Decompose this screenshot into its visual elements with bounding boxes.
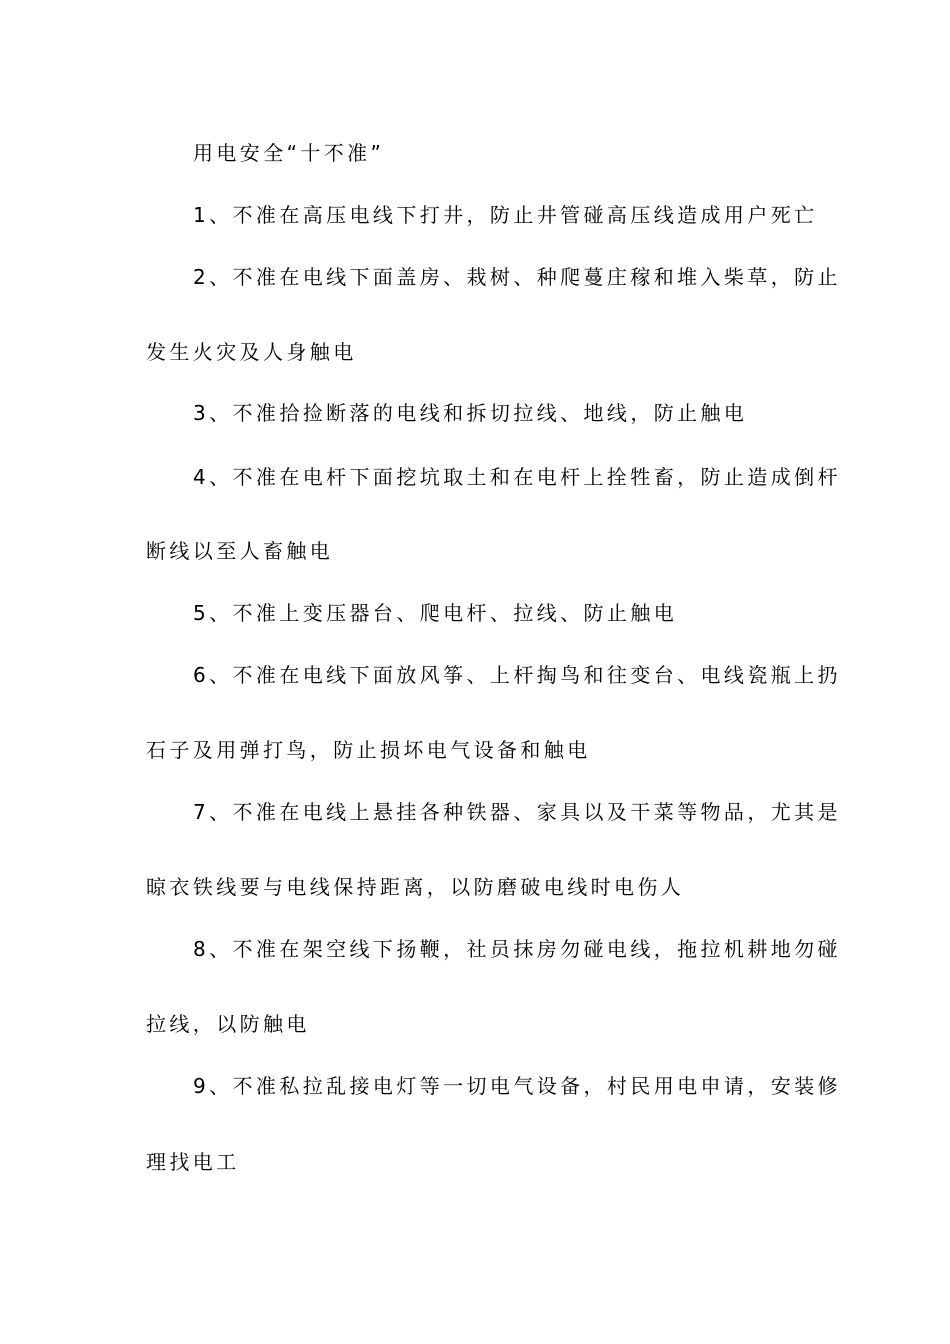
rule-9-line-2: 理找电工 <box>146 1150 240 1174</box>
document-title: 用电安全“十不准” <box>193 141 385 165</box>
rule-9-line-1: 9、不准私拉乱接电灯等一切电气设备，村民用电申请，安装修 <box>193 1074 841 1098</box>
rule-7-line-1: 7、不准在电线上悬挂各种铁器、家具以及干菜等物品，尤其是 <box>193 800 841 824</box>
rule-2-line-1: 2、不准在电线下面盖房、栽树、种爬蔓庄稼和堆入柴草，防止 <box>193 265 841 289</box>
rule-5-line-1: 5、不准上变压器台、爬电杆、拉线、防止触电 <box>193 601 678 625</box>
rule-7-line-2: 晾衣铁线要与电线保持距离，以防磨破电线时电伤人 <box>146 875 685 899</box>
rule-4-line-2: 断线以至人畜触电 <box>146 539 334 563</box>
rule-3-line-1: 3、不准拾捡断落的电线和拆切拉线、地线，防止触电 <box>193 401 748 425</box>
rule-8-line-1: 8、不准在架空线下扬鞭，社员抹房勿碰电线，拖拉机耕地勿碰 <box>193 937 841 961</box>
rule-1-line-1: 1、不准在高压电线下打井，防止井管碰高压线造成用户死亡 <box>193 203 818 227</box>
rule-6-line-2: 石子及用弹打鸟，防止损坏电气设备和触电 <box>146 738 591 762</box>
rule-2-line-2: 发生火灾及人身触电 <box>146 340 357 364</box>
rule-4-line-1: 4、不准在电杆下面挖坑取土和在电杆上拴牲畜，防止造成倒杆 <box>193 465 841 489</box>
rule-8-line-2: 拉线，以防触电 <box>146 1012 310 1036</box>
rule-6-line-1: 6、不准在电线下面放风筝、上杆掏鸟和往变台、电线瓷瓶上扔 <box>193 663 841 687</box>
